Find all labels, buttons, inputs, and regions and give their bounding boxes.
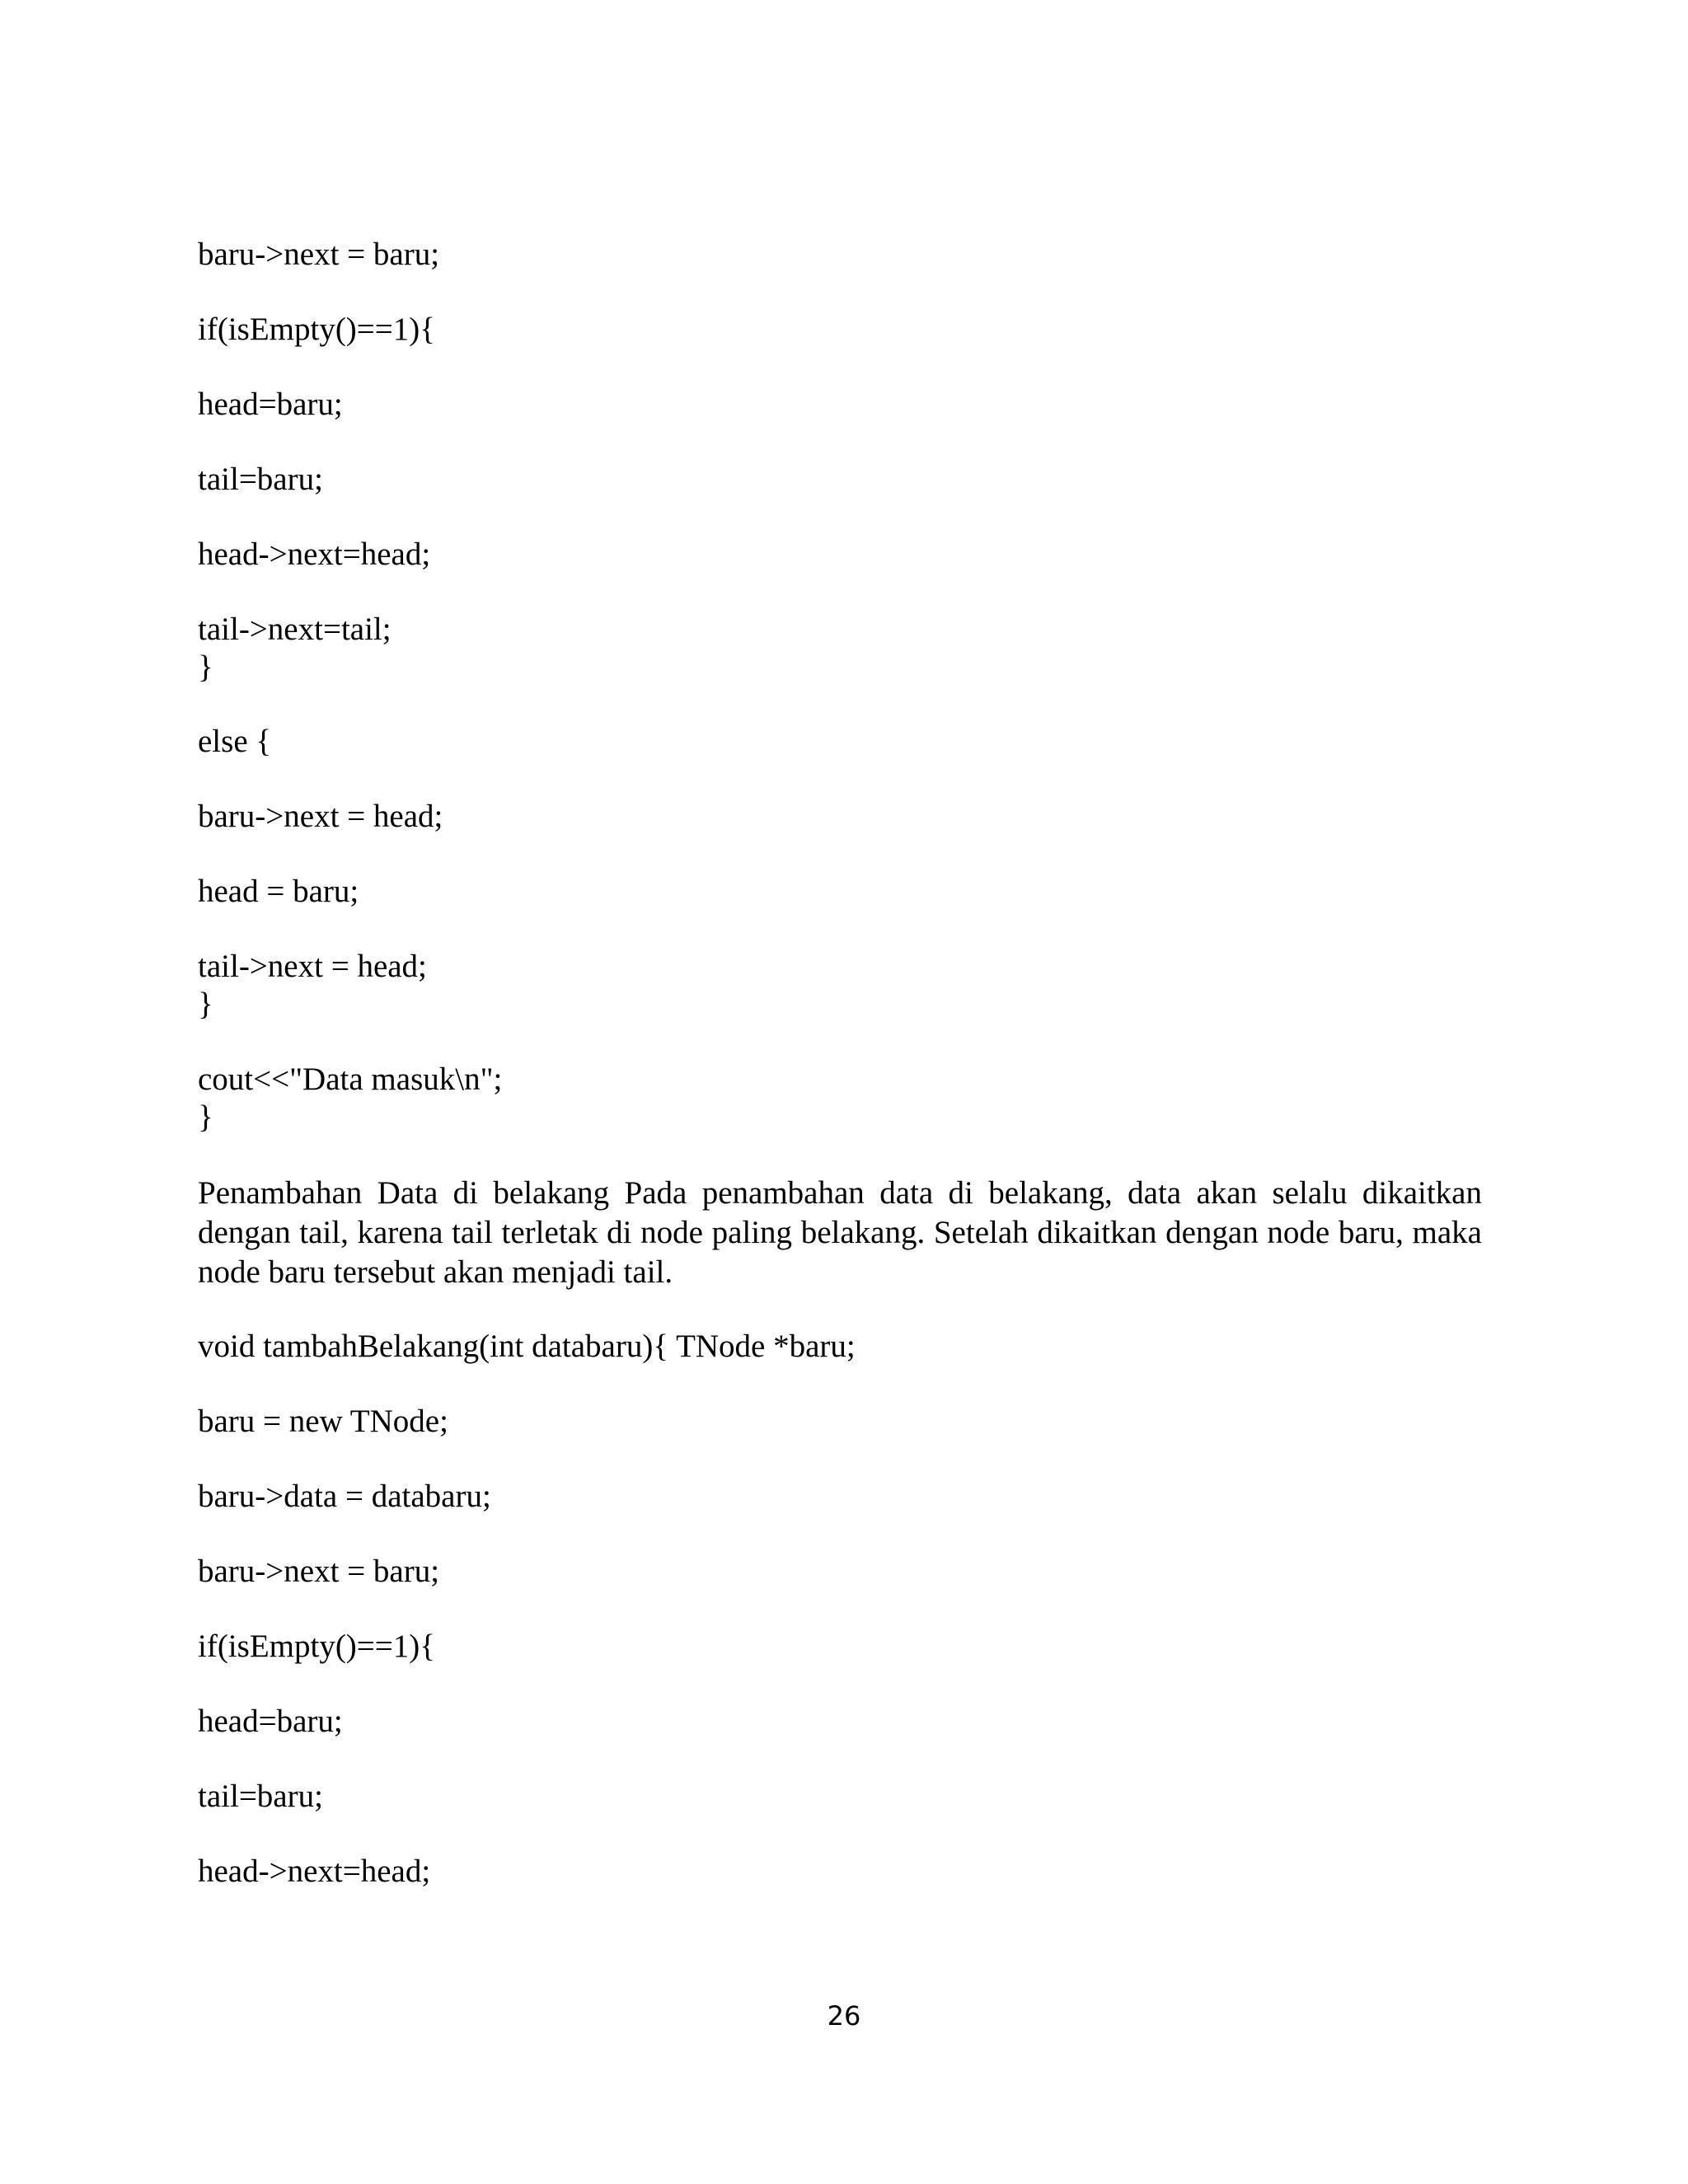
page-number: 26 [827,2000,861,2032]
code-line: baru = new TNode; [198,1404,448,1439]
code-line: void tambahBelakang(int databaru){ TNode *baru; [198,1329,856,1364]
code-line: baru->next = baru; [198,237,440,272]
paragraph-line: node baru tersebut akan menjadi tail. [198,1254,673,1290]
code-line: tail->next=tail; [198,612,392,647]
code-line: baru->data = databaru; [198,1479,491,1514]
code-line: baru->next = head; [198,799,443,834]
code-line: head = baru; [198,874,359,909]
code-line: else { [198,724,272,759]
paragraph-line: dengan tail, karena tail terletak di node paling belakang. Setelah dikaitkan dengan node baru, maka [198,1215,1482,1250]
body-paragraph [198,1174,1482,1292]
code-line: tail=baru; [198,1779,323,1814]
code-line: cout<<"Data masuk\n"; [198,1062,503,1097]
code-line: if(isEmpty()==1){ [198,1629,435,1664]
code-line: } [198,987,213,1022]
code-line: tail->next = head; [198,949,427,984]
code-line: head->next=head; [198,537,431,572]
code-line: } [198,1099,213,1135]
code-line: head=baru; [198,387,343,422]
code-line: head->next=head; [198,1854,431,1889]
code-line: } [198,649,213,685]
code-line: head=baru; [198,1704,343,1739]
code-line: if(isEmpty()==1){ [198,312,435,347]
code-line: baru->next = baru; [198,1554,440,1589]
paragraph-line: Penambahan Data di belakang Pada penambahan data di belakang, data akan selalu dikaitkan [198,1175,1482,1211]
code-line: tail=baru; [198,462,323,497]
